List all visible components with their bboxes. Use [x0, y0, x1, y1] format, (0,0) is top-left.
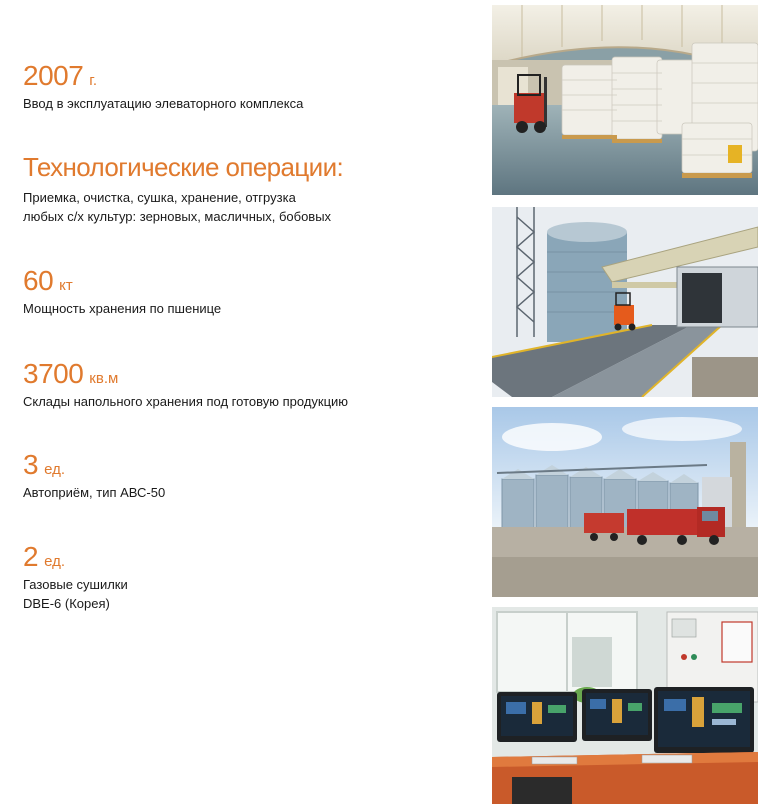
- fact-description-line: Приемка, очистка, сушка, хранение, отгрузка: [23, 190, 296, 205]
- fact-number: 3: [23, 449, 39, 480]
- fact-description: [23, 94, 463, 113]
- truck-unloading-illustration: [492, 207, 758, 397]
- warehouse-illustration: [492, 5, 758, 195]
- truck-unloading-photo: [492, 207, 758, 397]
- fact-number: 3700: [23, 358, 84, 389]
- fact-description: [23, 299, 463, 318]
- fact-storage-capacity: [23, 267, 463, 318]
- fact-commissioning-year: [23, 62, 463, 113]
- fact-value: [23, 62, 463, 90]
- fact-unit: ед.: [44, 553, 66, 570]
- fact-technological-operations: [23, 154, 463, 226]
- fact-heading: Технологические операции:: [23, 152, 344, 182]
- control-room-illustration: [492, 607, 758, 804]
- fact-value: [23, 543, 463, 571]
- fact-value: [23, 451, 463, 479]
- grain-silos-photo: [492, 407, 758, 597]
- fact-number: 60: [23, 265, 54, 296]
- fact-description-line: Автоприём, тип АВС-50: [23, 485, 166, 500]
- fact-unit: кт: [59, 277, 73, 294]
- fact-description-line: любых с/х культур: зерновых, масличных, бобовых: [23, 209, 332, 224]
- fact-description: [23, 483, 463, 502]
- monitor-shape: [497, 692, 577, 742]
- fact-number: 2: [23, 541, 39, 572]
- fact-description-line: Склады напольного хранения под готовую продукцию: [23, 394, 349, 409]
- fact-warehouse-area: [23, 360, 463, 411]
- fact-description: [23, 392, 463, 411]
- fact-unit: г.: [89, 72, 98, 89]
- control-room-photo: [492, 607, 758, 804]
- fact-unit: кв.м: [89, 370, 119, 387]
- fact-number: 2007: [23, 60, 84, 91]
- fact-truck-receivers: [23, 451, 463, 502]
- fact-unit: ед.: [44, 461, 66, 478]
- warehouse-photo: [492, 5, 758, 195]
- fact-description: [23, 188, 463, 226]
- fact-description-line: Ввод в эксплуатацию элеваторного комплекса: [23, 96, 304, 111]
- fact-value: [23, 360, 463, 388]
- fact-description: [23, 575, 463, 613]
- fact-description-line: Газовые сушилки: [23, 577, 128, 592]
- fact-value: [23, 267, 463, 295]
- grain-silos-illustration: [492, 407, 758, 597]
- fact-gas-dryers: [23, 543, 463, 613]
- fact-description-line: DBE-6 (Корея): [23, 596, 110, 611]
- fact-description-line: Мощность хранения по пшенице: [23, 301, 222, 316]
